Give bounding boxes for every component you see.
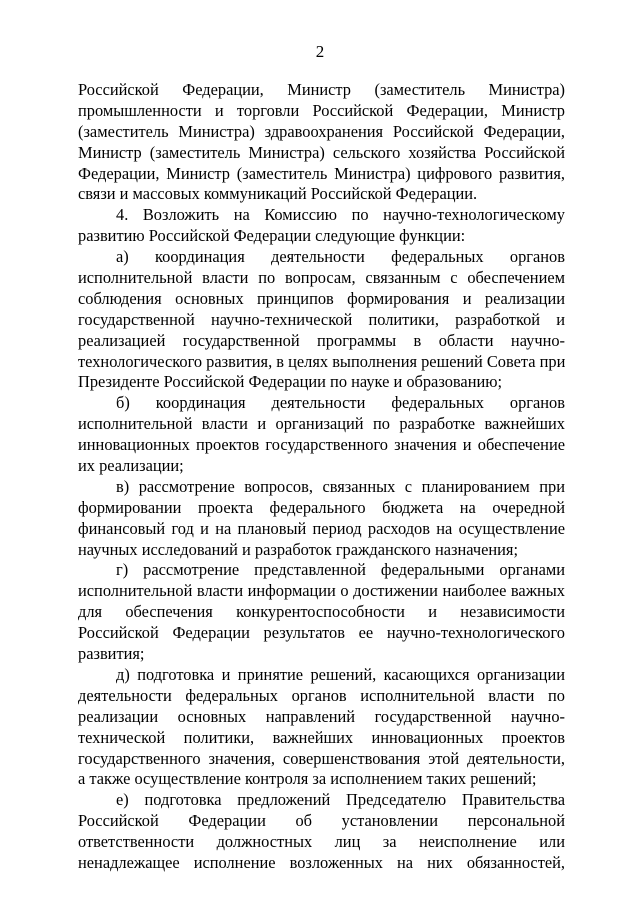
text-line: научных исследований и разработок гражданского назначения; [78,539,519,559]
text-line: а) координация деятельности федеральных органов [116,247,565,267]
text-line: Министр (заместитель Министра) сельского хозяйства Российской [78,142,565,162]
text-line: развитию Российской Федерации следующие функции: [78,226,466,246]
text-line: 4. Возложить на Комиссию по научно-технологическому [116,205,565,225]
text-line: Президенте Российской Федерации по науке и образованию; [78,372,503,392]
text-line: для обеспечения конкурентоспособности и независимости [78,602,565,622]
text-line: ответственности должностных лиц за неисполнение или [78,832,565,852]
text-line: в) рассмотрение вопросов, связанных с планированием при [116,476,565,496]
text-line: г) рассмотрение представленной федеральными органами [116,560,565,580]
text-line: деятельности федеральных органов исполнительной власти по [78,685,565,705]
text-line: государственного значения, совершенствования этой деятельности, [78,748,565,768]
text-line: Российской Федерации об установлении персональной [78,811,565,831]
text-line: развития; [78,644,145,664]
text-line: исполнительной власти по вопросам, связанным с обеспечением [78,268,565,288]
text-line: технической политики, важнейших инновационных проектов [78,727,565,747]
text-line: е) подготовка предложений Председателю Правительства [116,790,565,810]
text-line: технологического развития, в целях выполнения решений Совета при [78,351,566,371]
text-line: соблюдения основных принципов формирования и реализации [78,288,565,308]
text-line: промышленности и торговли Российской Федерации, Министр [78,100,565,120]
text-line: реализацией государственной программы в области научно- [78,330,565,350]
text-line: финансовый год и на плановый период расходов на осуществление [78,518,565,538]
text-line: связи и массовых коммуникаций Российской Федерации. [78,184,478,204]
text-line: реализации основных направлений государственной научно- [78,706,565,726]
text-line: д) подготовка и принятие решений, касающихся организации [116,664,565,684]
text-line: Федерации, Министр (заместитель Министра) цифрового развития, [78,163,565,183]
text-line: ненадлежащее исполнение возложенных на них обязанностей, [78,852,565,872]
text-line: государственной научно-технической политики, разработкой и [78,309,565,329]
text-line: Российской Федерации результатов ее научно-технологического [78,623,565,643]
text-line: исполнительной власти информации о достижении наиболее важных [78,581,565,601]
text-line: б) координация деятельности федеральных органов [116,393,565,413]
text-line: инновационных проектов государственного значения и обеспечение [78,435,565,455]
body-text [78,80,565,874]
page-number: 2 [315,42,325,61]
text-line: формировании проекта федерального бюджета на очередной [78,497,565,517]
text-line: их реализации; [78,456,184,476]
text-line: Российской Федерации, Министр (заместитель Министра) [78,80,565,99]
text-line: исполнительной власти и организаций по разработке важнейших [78,414,565,434]
text-line: (заместитель Министра) здравоохранения Российской Федерации, [78,121,565,141]
text-line: а также осуществление контроля за исполнением таких решений; [78,769,537,789]
